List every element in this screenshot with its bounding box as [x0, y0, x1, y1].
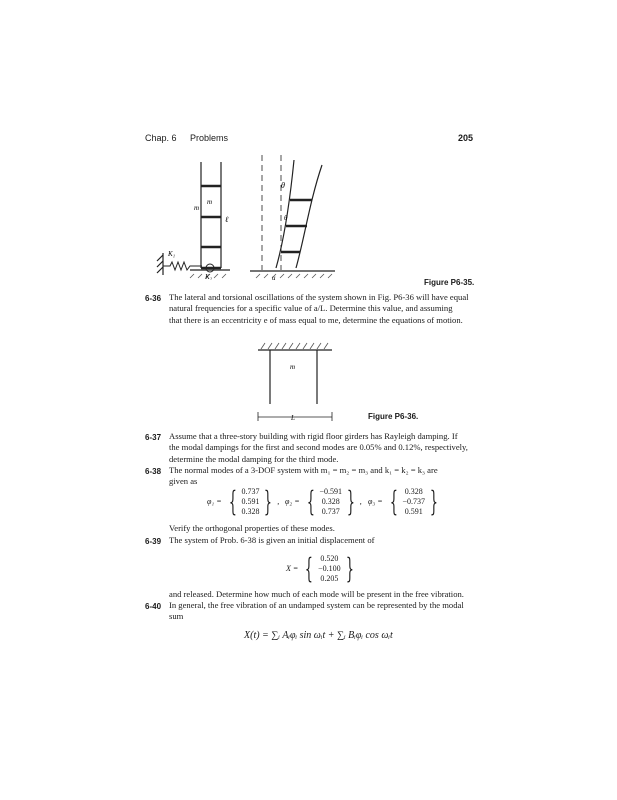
figure-p6-36 — [255, 340, 335, 430]
length-label: ℓ — [225, 215, 229, 224]
chapter-label: Chap. 6 — [145, 133, 177, 143]
mode-value: −0.737 — [402, 497, 425, 506]
problem-number: 6-37 — [145, 433, 162, 442]
problem-line: The normal modes of a 3-DOF system with m₁ = m₂ = m₃ and k₁ = k₂ = k₃ are — [169, 465, 438, 475]
problem-line: The lateral and torsional oscillations of the system shown in Fig. P6-36 will have equal — [169, 292, 469, 302]
section-label: Problems — [190, 133, 229, 143]
spring-k1-label: K₁ — [168, 250, 176, 258]
problem-line: In general, the free vibration of an undamped system can be represented by the modal — [169, 600, 464, 610]
problem-line: natural frequencies for a specific value of a/L. Determine this value, and assuming — [169, 303, 453, 314]
vector-value: −0.100 — [318, 564, 341, 573]
mode-value: 0.328 — [321, 497, 340, 506]
p6-36-length-label: L — [291, 414, 295, 422]
modal-sum-equation: X(t) = ∑ᵢ Aᵢφᵢ sin ωᵢt + ∑ᵢ Bᵢφᵢ cos ωᵢt — [244, 630, 393, 641]
mode-value: 0.591 — [241, 497, 260, 506]
problem-line: given as — [169, 476, 198, 487]
mass-label: m — [207, 198, 213, 206]
figure-p6-35-caption: Figure P6-35. — [424, 278, 475, 287]
problem-number: 6-40 — [145, 602, 162, 611]
mode-name: φ₂ = — [285, 496, 300, 506]
mode-name: φ₁ = — [207, 496, 222, 506]
mode-phi1: φ₁ = { 0.737 0.591 0.328 } , — [207, 485, 280, 518]
vector-name: X = — [286, 563, 299, 573]
problem-number: 6-36 — [145, 294, 162, 303]
problem-6-36-text — [169, 292, 479, 326]
mode-value: 0.737 — [241, 487, 260, 496]
problem-6-38-after: Verify the orthogonal properties of these modes. — [169, 523, 335, 533]
theta-label: θ — [281, 181, 285, 190]
mode-phi2: φ₂ = { −0.591 0.328 0.737 } , — [285, 485, 362, 518]
p6-36-mass-label: m — [290, 363, 296, 371]
problem-line: determine the modal damping for the third mode. — [169, 453, 339, 464]
mode-name: φ₃ = — [368, 496, 383, 506]
initial-displacement-vector: X = { 0.520 −0.100 0.205 } — [286, 552, 354, 585]
figure-p6-36-caption: Figure P6-36. — [368, 412, 419, 421]
problem-line: that there is an eccentricity e of mass equal to me, determine the equations of motion. — [169, 314, 463, 325]
problem-number: 6-38 — [145, 467, 162, 476]
figure-p6-35 — [150, 150, 340, 280]
problem-line: the modal dampings for the first and second modes are 0.05% and 0.12%, respectively, — [169, 442, 468, 453]
mode-value: −0.591 — [319, 487, 342, 496]
svg-text:θ: θ — [284, 214, 288, 222]
u-label: u — [272, 274, 276, 280]
page-number: 205 — [458, 133, 474, 143]
vector-value: 0.205 — [320, 574, 339, 583]
problem-number: 6-39 — [145, 537, 162, 546]
vector-value: 0.520 — [320, 554, 339, 563]
spring-k2-label: K₂ — [205, 273, 213, 280]
problem-6-40-text — [169, 600, 479, 623]
problem-6-37-text — [169, 431, 479, 465]
problem-6-39-after: and released. Determine how much of each mode will be present in the free vibration. — [169, 589, 464, 599]
mode-value: 0.737 — [321, 507, 340, 516]
mode-value: 0.591 — [404, 507, 423, 516]
mode-phi3: φ₃ = { 0.328 −0.737 0.591 } — [368, 485, 438, 518]
problem-line: The system of Prob. 6-38 is given an initial displacement of — [169, 535, 375, 545]
mode-value: 0.328 — [404, 487, 423, 496]
problem-line: sum — [169, 611, 184, 622]
mode-value: 0.328 — [241, 507, 260, 516]
problem-line: Assume that a three-story building with rigid floor girders has Rayleigh damping. If — [169, 431, 458, 441]
svg-text:m: m — [194, 204, 200, 212]
